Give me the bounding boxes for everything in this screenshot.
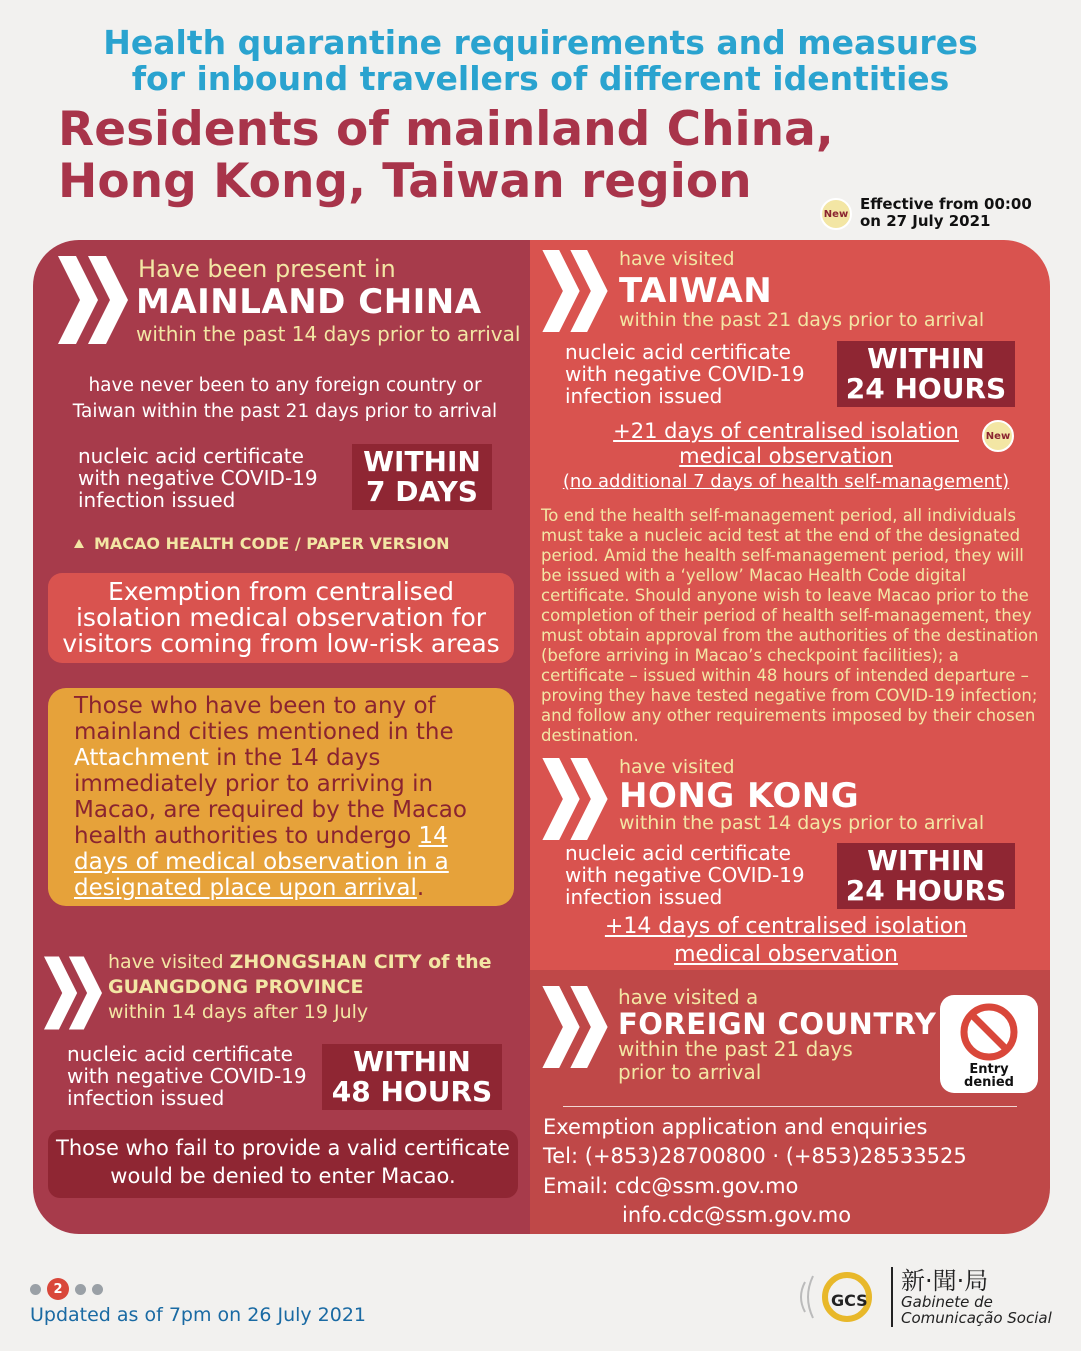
contact-email-2[interactable]: info.cdc@ssm.gov.mo (622, 1203, 852, 1227)
mainland-period: within the past 14 days prior to arrival (136, 322, 521, 346)
taiwan-place: TAIWAN (619, 271, 773, 311)
effective-date: Effective from 00:00 on 27 July 2021 (860, 195, 1032, 230)
taiwan-period: within the past 21 days prior to arrival (619, 309, 985, 331)
hongkong-intro: have visited (619, 756, 735, 778)
mainland-cert-text: nucleic acid certificate with negative COVID-19 infection issued (78, 444, 318, 512)
mainland-within-badge: WITHIN 7 DAYS (352, 444, 492, 510)
taiwan-isolation: +21 days of centralised isolation medical observation (no additional 7 days of health self-management) (562, 419, 1010, 492)
health-code-line: MACAO HEALTH CODE / PAPER VERSION (74, 534, 450, 553)
no-entry-icon (958, 1001, 1020, 1063)
header-line-2: for inbound travellers of different identities (131, 59, 950, 98)
page-indicator[interactable] (30, 1278, 103, 1300)
contact-heading: Exemption application and enquiries (543, 1115, 928, 1139)
foreign-period: within the past 21 days prior to arrival (618, 1037, 853, 1084)
foreign-place: FOREIGN COUNTRY (618, 1007, 937, 1041)
taiwan-intro: have visited (619, 248, 735, 270)
entry-denied-badge: Entry denied (940, 995, 1038, 1093)
double-chevron-icon (58, 256, 128, 344)
zhongshan-cert-text: nucleic acid certificate with negative COVID-19 infection issued (67, 1042, 307, 1110)
header-line-1: Health quarantine requirements and measures (103, 23, 978, 62)
current-page-dot[interactable]: 2 (47, 1278, 69, 1300)
double-chevron-icon (542, 758, 608, 840)
triangle-bullet-icon (74, 539, 84, 548)
updated-date: Updated as of 7pm on 26 July 2021 (30, 1304, 367, 1326)
foreign-intro: have visited a (618, 985, 759, 1009)
attachment-notice-box: Those who have been to any of mainland cities mentioned in the Attachment in the 14 days immediately prior to arriving in Macao, are required by the Macao health authorities to undergo 14 days of medical observation in a designated place upon arrival. (48, 688, 514, 906)
gcs-logo-icon (795, 1262, 883, 1332)
deny-notice-box: Those who fail to provide a valid certificate would be denied to enter Macao. (48, 1130, 518, 1198)
title-line-1: Residents of mainland China, (58, 102, 834, 157)
gcs-logo: GCS 新·聞·局 Gabinete de Comunicação Social (795, 1262, 1052, 1332)
mainland-intro: Have been present in (138, 255, 396, 283)
exemption-box: Exemption from centralised isolation medical observation for visitors coming from low-risk areas (48, 573, 514, 663)
hongkong-place: HONG KONG (619, 776, 860, 816)
attachment-link[interactable]: Attachment (74, 745, 209, 771)
double-chevron-icon (44, 956, 102, 1030)
contact-email[interactable]: Email: cdc@ssm.gov.mo (543, 1174, 799, 1198)
double-chevron-icon (542, 986, 608, 1068)
zhongshan-within-badge: WITHIN 48 HOURS (322, 1044, 502, 1110)
self-management-note: To end the health self-management period, all individuals must take a nucleic acid test at the end of the designated period. Amid the health self-management period, they will be issued with a ‘yellow’ Macao Health Code digital certificate. Should anyone wish to leave Macao prior to the completion of their period of health self-management, they must obtain approval from the authorities of the destination (before arriving in Macao’s checkpoint facilities); a certificate – issued within 48 hours of intended departure – proving they have tested negative from COVID-19 infection; and follow any other requirements imposed by their chosen destination. (541, 506, 1039, 745)
logo-divider (891, 1267, 893, 1327)
new-badge: New (982, 420, 1014, 452)
hongkong-period: within the past 14 days prior to arrival (619, 812, 985, 834)
new-badge: New (820, 198, 852, 230)
svg-text:GCS: GCS (831, 1291, 868, 1310)
taiwan-within-badge: WITHIN 24 HOURS (837, 341, 1015, 407)
zhongshan-heading: have visited ZHONGSHAN CITY of the GUANGDONG PROVINCE within 14 days after 19 July (108, 951, 492, 1023)
mainland-place: MAINLAND CHINA (136, 282, 482, 322)
page-dot[interactable] (30, 1284, 41, 1295)
divider (563, 1106, 1017, 1107)
hongkong-isolation: +14 days of centralised isolation medical observation (604, 914, 968, 967)
hongkong-cert-text: nucleic acid certificate with negative COVID-19 infection issued (565, 841, 805, 909)
taiwan-cert-text: nucleic acid certificate with negative COVID-19 infection issued (565, 340, 805, 408)
hongkong-within-badge: WITHIN 24 HOURS (837, 843, 1015, 909)
contact-tel[interactable]: Tel: (+853)28700800 · (+853)28533525 (543, 1144, 967, 1168)
title-line-2: Hong Kong, Taiwan region (58, 154, 752, 209)
page-dot[interactable] (75, 1284, 86, 1295)
page-dot[interactable] (92, 1284, 103, 1295)
mainland-condition: have never been to any foreign country or Taiwan within the past 21 days prior to arrival (72, 375, 498, 422)
double-chevron-icon (542, 250, 608, 332)
